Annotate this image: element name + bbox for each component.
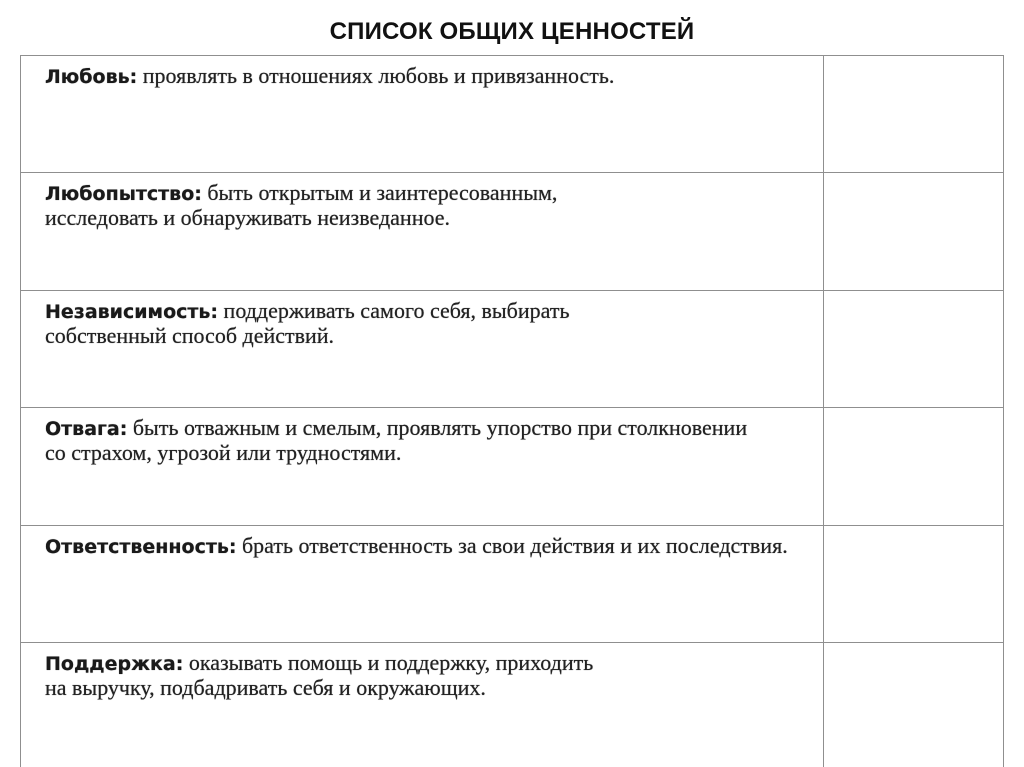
value-mark-cell[interactable] (824, 643, 1003, 767)
value-name: Ответственность: (45, 536, 237, 558)
value-name: Любопытство: (45, 183, 202, 205)
value-description: брать ответственность за свои действия и их последствия. (241, 533, 788, 558)
table-row-independence (21, 291, 1003, 408)
table-row-love (21, 56, 1003, 173)
value-description: проявлять в отношениях любовь и привязанность. (142, 63, 615, 88)
value-description: поддерживать самого себя, выбирать собственный способ действий. (45, 298, 570, 348)
value-text-cell (21, 643, 824, 767)
value-mark-cell[interactable] (824, 408, 1003, 525)
value-text-cell (21, 408, 824, 525)
values-table (20, 55, 1004, 767)
value-text (45, 534, 805, 559)
value-text (45, 651, 605, 700)
value-mark-cell[interactable] (824, 291, 1003, 407)
value-mark-cell[interactable] (824, 56, 1003, 172)
value-text (45, 181, 565, 230)
value-name: Любовь: (45, 66, 138, 88)
value-text (45, 299, 645, 348)
table-row-support (21, 643, 1003, 767)
value-text-cell (21, 291, 824, 407)
value-mark-cell[interactable] (824, 173, 1003, 290)
table-row-curiosity (21, 173, 1003, 291)
table-row-courage (21, 408, 1003, 526)
value-text-cell (21, 56, 824, 172)
value-text-cell (21, 173, 824, 290)
value-description: оказывать помощь и поддержку, приходить на выручку, подбадривать себя и окружающих. (45, 650, 594, 700)
value-mark-cell[interactable] (824, 526, 1003, 642)
value-text (45, 64, 695, 89)
table-row-responsibility (21, 526, 1003, 643)
value-name: Поддержка: (45, 653, 184, 675)
page-title: СПИСОК ОБЩИХ ЦЕННОСТЕЙ (329, 18, 695, 45)
value-text-cell (21, 526, 824, 642)
value-description: быть отважным и смелым, проявлять упорство при столкновении со страхом, угрозой или трудностями. (45, 415, 748, 465)
value-description: быть открытым и заинтересованным, исследовать и обнаруживать неизведанное. (45, 180, 558, 230)
value-name: Независимость: (45, 301, 219, 323)
value-name: Отвага: (45, 418, 128, 440)
value-text (45, 416, 765, 465)
